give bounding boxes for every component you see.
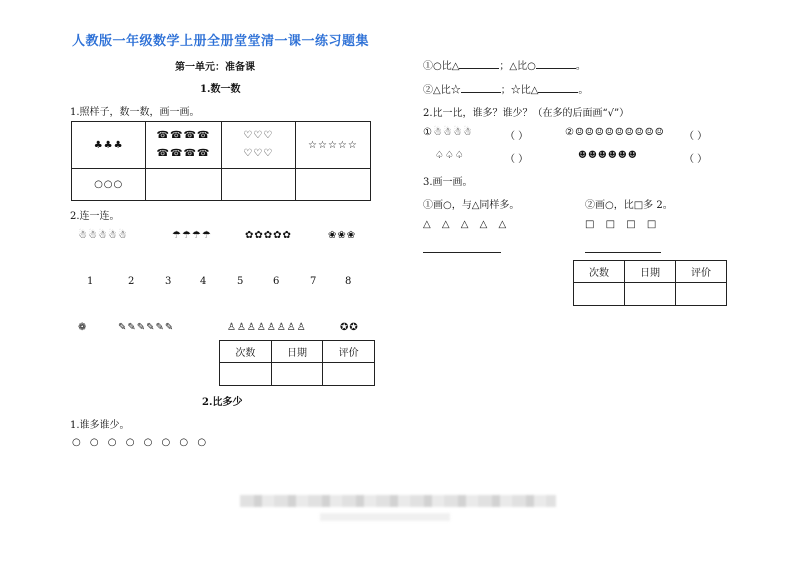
evaluation-table (219, 340, 375, 386)
picture-group: ❁ (78, 322, 88, 333)
document-title: 人教版一年级数学上册全册堂堂清一课一练习题集 (72, 34, 370, 49)
draw-instruction-2: ②画○，比□多 2。 (585, 200, 673, 211)
picture-group: ☃☃☃☃☃ (78, 230, 128, 241)
table-cell: ♡♡♡ ♡♡♡ (221, 122, 295, 169)
answer-cell[interactable] (625, 283, 676, 306)
question-5: 3.画一画。 (423, 177, 473, 188)
picture-group: ☂☂☂☂ (172, 230, 212, 241)
answer-parenthesis[interactable]: （ ） (505, 154, 529, 165)
drawing-answer-line[interactable] (585, 252, 661, 253)
circles-row: ○ ○ ○ ○ ○ ○ ○ ○ (72, 437, 210, 448)
unit-heading: 第一单元：准备课 (175, 62, 255, 73)
compare-line-2: ②△比☆ ；☆比△ 。 (423, 85, 589, 96)
table-header: 评价 (676, 261, 727, 283)
question-1: 1.照样子，数一数，画一画。 (70, 107, 200, 118)
compare-group: ♤♤♤ (435, 150, 465, 161)
answer-cell[interactable] (295, 169, 370, 201)
evaluation-table (573, 260, 727, 306)
squares-row: □ □ □ □ (585, 219, 661, 230)
table-header: 次数 (220, 341, 272, 363)
question-4: 2.比一比，谁多？谁少？（在多的后面画“√”） (423, 108, 630, 119)
number-label: 2 (128, 276, 135, 287)
answer-blank[interactable] (536, 59, 576, 69)
compare-group: ②☺☺☺☺☺☺☺☺☺ (565, 127, 665, 138)
answer-cell[interactable] (271, 363, 323, 386)
answer-parenthesis[interactable]: （ ） (684, 131, 708, 142)
picture-group: ❀❀❀ (328, 230, 357, 241)
answer-blank[interactable] (461, 83, 501, 93)
question-2: 2.连一连。 (70, 211, 120, 222)
answer-cell[interactable] (220, 363, 272, 386)
compare-group: ①☃☃☃☃ (423, 127, 473, 138)
drawing-answer-line[interactable] (423, 252, 501, 253)
counting-table (71, 121, 371, 201)
answer-cell[interactable] (221, 169, 295, 201)
answer-cell[interactable] (574, 283, 625, 306)
picture-group: ♙♙♙♙♙♙♙♙ (227, 322, 307, 333)
picture-group: ✎✎✎✎✎✎ (118, 322, 175, 333)
table-cell: ♣♣♣ (72, 122, 146, 169)
table-cell: ☆☆☆☆☆ (295, 122, 370, 169)
picture-group: ✪✪ (340, 322, 359, 333)
table-header: 日期 (271, 341, 323, 363)
number-label: 1 (87, 276, 94, 287)
number-label: 4 (200, 276, 207, 287)
table-cell: ○○○ (72, 169, 146, 201)
answer-cell[interactable] (146, 169, 221, 201)
answer-blank[interactable] (538, 83, 578, 93)
number-label: 3 (165, 276, 172, 287)
compare-line-1: ①○比△ ；△比○ 。 (423, 61, 586, 72)
number-label: 8 (345, 276, 352, 287)
number-label: 7 (310, 276, 317, 287)
table-cell: ☎☎☎☎ ☎☎☎☎ (146, 122, 221, 169)
blurred-watermark (320, 513, 450, 521)
picture-group: ✿✿✿✿✿ (245, 230, 292, 241)
answer-parenthesis[interactable]: （ ） (505, 131, 529, 142)
table-header: 评价 (323, 341, 375, 363)
answer-cell[interactable] (676, 283, 727, 306)
answer-parenthesis[interactable]: （ ） (684, 154, 708, 165)
draw-instruction-1: ①画○，与△同样多。 (423, 200, 520, 211)
question-3: 1.谁多谁少。 (70, 420, 130, 431)
answer-cell[interactable] (323, 363, 375, 386)
answer-blank[interactable] (459, 59, 499, 69)
blurred-watermark (240, 495, 556, 507)
section-heading-compare: 2.比多少 (202, 397, 243, 408)
table-header: 次数 (574, 261, 625, 283)
section-heading-count: 1.数一数 (200, 84, 241, 95)
number-label: 6 (273, 276, 280, 287)
number-label: 5 (237, 276, 244, 287)
triangles-row: △ △ △ △ △ (423, 219, 511, 230)
compare-group: ☻☻☻☻☻☻ (578, 150, 638, 161)
table-header: 日期 (625, 261, 676, 283)
